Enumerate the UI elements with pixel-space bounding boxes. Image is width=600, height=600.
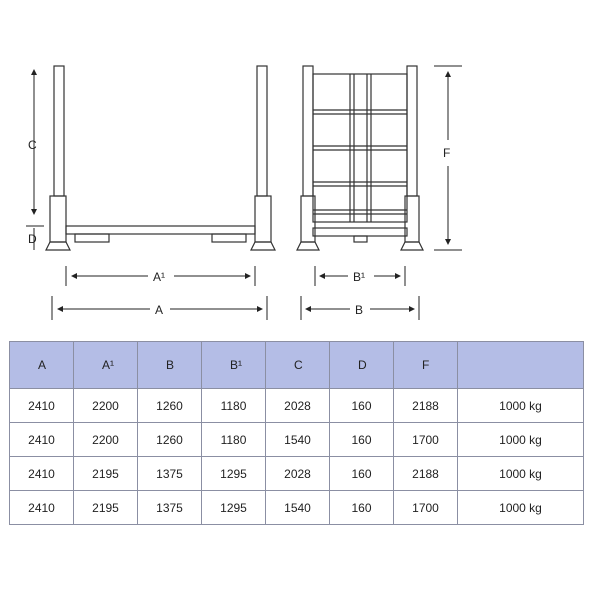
dimension-label-a: A xyxy=(155,303,164,317)
header-capacity xyxy=(458,342,584,389)
dimensions-table xyxy=(9,341,584,525)
side-elevation-view xyxy=(46,66,275,250)
cell-a1: 2195 xyxy=(74,491,138,525)
header-c: C xyxy=(266,342,330,389)
cell-a1: 2200 xyxy=(74,389,138,423)
cell-a: 2410 xyxy=(10,389,74,423)
table-row xyxy=(10,389,584,423)
cell-capacity: 1000 kg xyxy=(458,491,584,525)
header-a: A xyxy=(10,342,74,389)
cell-d: 160 xyxy=(330,389,394,423)
cell-c: 1540 xyxy=(266,423,330,457)
dimension-label-f: F xyxy=(443,146,451,160)
cell-capacity: 1000 kg xyxy=(458,389,584,423)
cell-a: 2410 xyxy=(10,423,74,457)
cell-d: 160 xyxy=(330,423,394,457)
cell-a: 2410 xyxy=(10,491,74,525)
cell-f: 2188 xyxy=(394,457,458,491)
dimension-lines xyxy=(26,66,462,320)
dimension-label-b: B xyxy=(355,303,364,317)
table-header-row xyxy=(10,342,584,389)
header-b1: B¹ xyxy=(202,342,266,389)
header-a1: A¹ xyxy=(74,342,138,389)
cell-b1: 1180 xyxy=(202,389,266,423)
dimension-label-c: C xyxy=(28,138,37,152)
cell-b1: 1180 xyxy=(202,423,266,457)
cell-b: 1375 xyxy=(138,457,202,491)
cell-f: 1700 xyxy=(394,423,458,457)
cell-f: 2188 xyxy=(394,389,458,423)
cell-f: 1700 xyxy=(394,491,458,525)
cell-a: 2410 xyxy=(10,457,74,491)
cell-a1: 2200 xyxy=(74,423,138,457)
dimension-label-a1: A¹ xyxy=(153,270,165,284)
cell-b: 1260 xyxy=(138,389,202,423)
cell-d: 160 xyxy=(330,491,394,525)
cell-d: 160 xyxy=(330,457,394,491)
table-row xyxy=(10,457,584,491)
header-f: F xyxy=(394,342,458,389)
cell-b: 1260 xyxy=(138,423,202,457)
cell-capacity: 1000 kg xyxy=(458,457,584,491)
cell-b1: 1295 xyxy=(202,457,266,491)
table-row xyxy=(10,491,584,525)
header-d: D xyxy=(330,342,394,389)
dimension-label-b1: B¹ xyxy=(353,270,365,284)
cell-b1: 1295 xyxy=(202,491,266,525)
cell-capacity: 1000 kg xyxy=(458,423,584,457)
dimension-label-d: D xyxy=(28,232,37,246)
end-elevation-view xyxy=(297,66,423,250)
header-b: B xyxy=(138,342,202,389)
cell-c: 2028 xyxy=(266,457,330,491)
table-row xyxy=(10,423,584,457)
cell-c: 2028 xyxy=(266,389,330,423)
cell-b: 1375 xyxy=(138,491,202,525)
cell-a1: 2195 xyxy=(74,457,138,491)
cell-c: 1540 xyxy=(266,491,330,525)
